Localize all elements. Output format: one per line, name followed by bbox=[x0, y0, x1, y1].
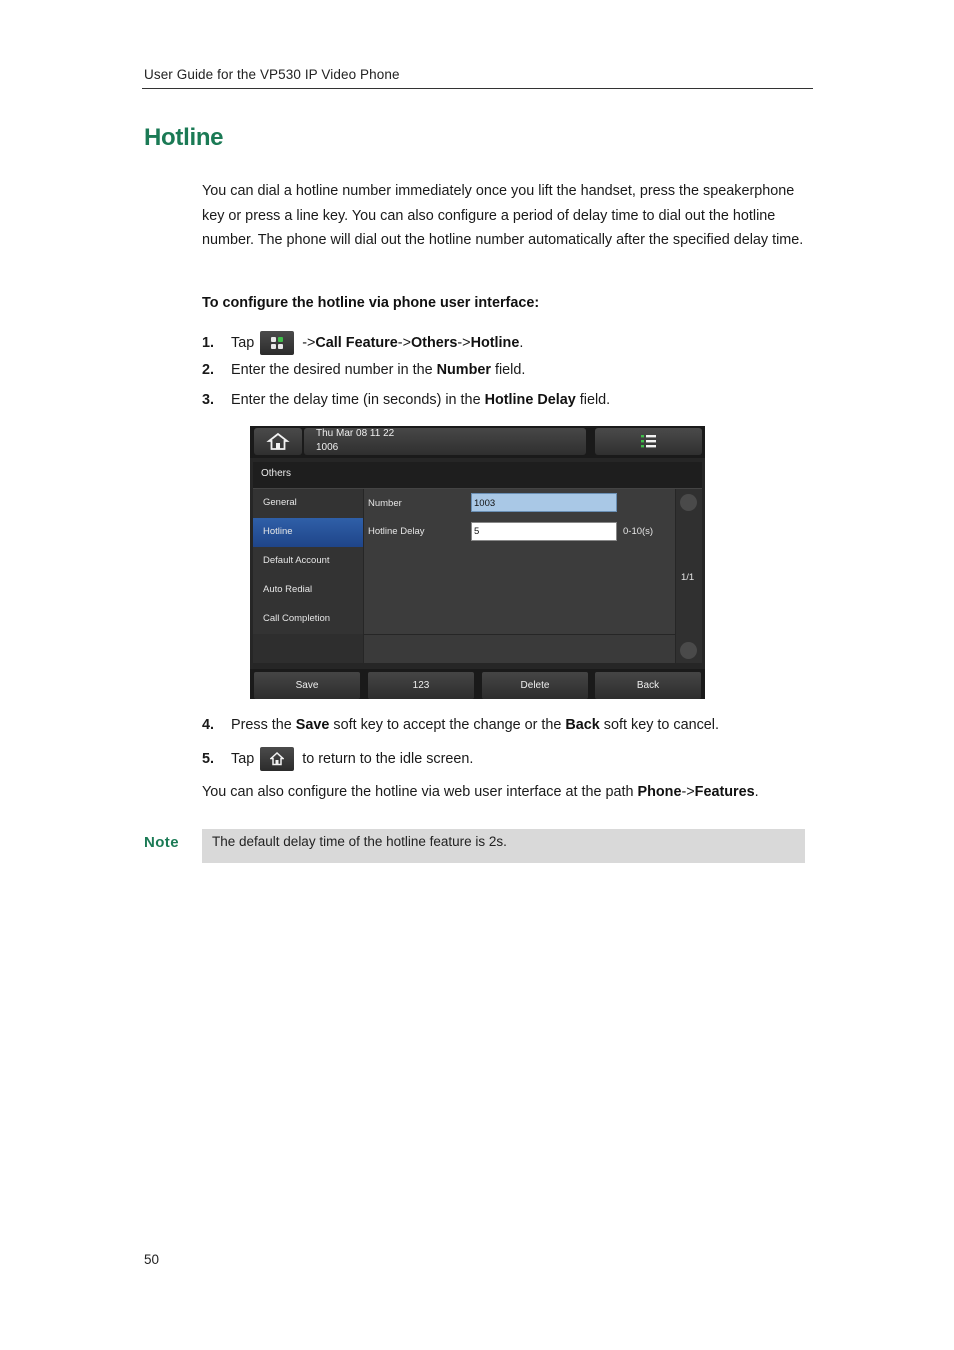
page-title: Hotline bbox=[144, 124, 224, 151]
phone-menu-item-auto-redial[interactable] bbox=[253, 576, 363, 606]
phone-menu-item-empty bbox=[253, 634, 363, 663]
step-text: field. bbox=[490, 362, 526, 378]
hotline-delay-label: Hotline Delay bbox=[368, 526, 425, 537]
softkey-back[interactable] bbox=[595, 672, 701, 699]
step-3 bbox=[202, 392, 610, 408]
procedure-heading: To configure the hotline via phone user interface: bbox=[202, 295, 540, 311]
header-divider bbox=[142, 88, 813, 89]
note-text: -> bbox=[681, 784, 695, 800]
hotline-delay-range: 0-10(s) bbox=[623, 526, 654, 537]
path-phone: Phone bbox=[637, 784, 682, 800]
running-header: User Guide for the VP530 IP Video Phone bbox=[144, 67, 400, 82]
menu-item-label: Call Completion bbox=[263, 613, 331, 624]
list-menu-icon bbox=[595, 428, 702, 455]
note-text: . bbox=[754, 784, 759, 800]
phone-home-button[interactable] bbox=[254, 428, 302, 455]
page-indicator: 1/1 bbox=[681, 572, 695, 583]
settings-row bbox=[364, 605, 675, 635]
settings-row bbox=[364, 547, 675, 577]
intro-paragraph: You can dial a hotline number immediately once you lift the handset, press the speakerphone key or press a line key. You can also configure a period of delay time to dial out the hotline number. The phone will dial out the hotline number automatically after the specified delay time. bbox=[202, 183, 804, 249]
phone-menu-button[interactable] bbox=[595, 428, 702, 455]
step-number: 5. bbox=[202, 750, 215, 767]
hotline-delay-value: 5 bbox=[474, 526, 480, 537]
step-2 bbox=[202, 362, 525, 378]
step-text: Tap bbox=[231, 334, 255, 351]
path-others: Others bbox=[410, 334, 458, 351]
step-text: Tap bbox=[231, 750, 255, 767]
menu-grid-icon bbox=[260, 331, 294, 355]
page-number: 50 bbox=[144, 1252, 160, 1267]
softkey-name-back: Back bbox=[565, 717, 600, 733]
softkey-delete[interactable] bbox=[482, 672, 588, 699]
phone-menu-item-call-completion[interactable] bbox=[253, 605, 363, 635]
phone-screenshot bbox=[250, 426, 705, 699]
step-text: Enter the delay time (in seconds) in the bbox=[231, 392, 485, 408]
number-value: 1003 bbox=[474, 498, 496, 509]
softkey-label: Delete bbox=[520, 680, 550, 691]
phone-screen-title: Others bbox=[261, 468, 292, 479]
phone-menu-item-default-account[interactable] bbox=[253, 547, 363, 577]
note-text: You can also configure the hotline via web user interface at the path bbox=[202, 784, 638, 800]
step-text: . bbox=[519, 334, 524, 351]
path-hotline: Hotline bbox=[470, 334, 520, 351]
phone-menu-item-general[interactable] bbox=[253, 489, 363, 519]
step-number: 4. bbox=[202, 717, 215, 733]
softkey-123[interactable] bbox=[368, 672, 474, 699]
softkey-label: Save bbox=[295, 680, 319, 691]
hotline-delay-input[interactable] bbox=[471, 522, 617, 541]
step-text: Enter the desired number in the bbox=[231, 362, 437, 378]
path-call-feature: Call Feature bbox=[315, 334, 398, 351]
softkey-label: 123 bbox=[412, 680, 430, 691]
field-name-number: Number bbox=[436, 362, 491, 378]
step-text: soft key to accept the change or the bbox=[329, 717, 566, 733]
step-text: soft key to cancel. bbox=[599, 717, 719, 733]
path-features: Features bbox=[694, 784, 755, 800]
note-text: The default delay time of the hotline feature is 2s. bbox=[212, 834, 507, 849]
menu-item-label: General bbox=[263, 497, 297, 508]
phone-menu-item-hotline[interactable] bbox=[253, 518, 363, 548]
scroll-down-icon[interactable] bbox=[680, 642, 697, 659]
step-4 bbox=[202, 717, 719, 733]
menu-item-label: Auto Redial bbox=[263, 584, 313, 595]
softkey-label: Back bbox=[636, 680, 660, 691]
menu-item-label: Default Account bbox=[263, 555, 330, 566]
step-text: -> bbox=[397, 334, 411, 351]
step-text: to return to the idle screen. bbox=[298, 750, 474, 767]
scroll-up-icon[interactable] bbox=[680, 494, 697, 511]
softkey-name-save: Save bbox=[295, 717, 330, 733]
home-icon bbox=[254, 428, 302, 455]
phone-title-bar bbox=[253, 462, 702, 489]
step-text: Press the bbox=[231, 717, 296, 733]
step-number: 2. bbox=[202, 362, 215, 378]
menu-item-label: Hotline bbox=[263, 526, 293, 537]
number-label: Number bbox=[368, 498, 402, 509]
home-icon bbox=[260, 747, 294, 771]
step-text: -> bbox=[298, 334, 316, 351]
step-number: 1. bbox=[202, 334, 215, 351]
step-text: field. bbox=[575, 392, 611, 408]
step-5 bbox=[202, 747, 473, 771]
settings-row bbox=[364, 576, 675, 606]
note-label: Note bbox=[144, 834, 179, 851]
step-number: 3. bbox=[202, 392, 215, 408]
phone-extension: 1006 bbox=[316, 442, 339, 453]
step-text: -> bbox=[457, 334, 471, 351]
web-interface-note bbox=[202, 784, 759, 800]
step-1 bbox=[202, 331, 523, 355]
softkey-save[interactable] bbox=[254, 672, 360, 699]
phone-datetime: Thu Mar 08 11 22 bbox=[316, 428, 395, 439]
field-name-hotline-delay: Hotline Delay bbox=[484, 392, 576, 408]
